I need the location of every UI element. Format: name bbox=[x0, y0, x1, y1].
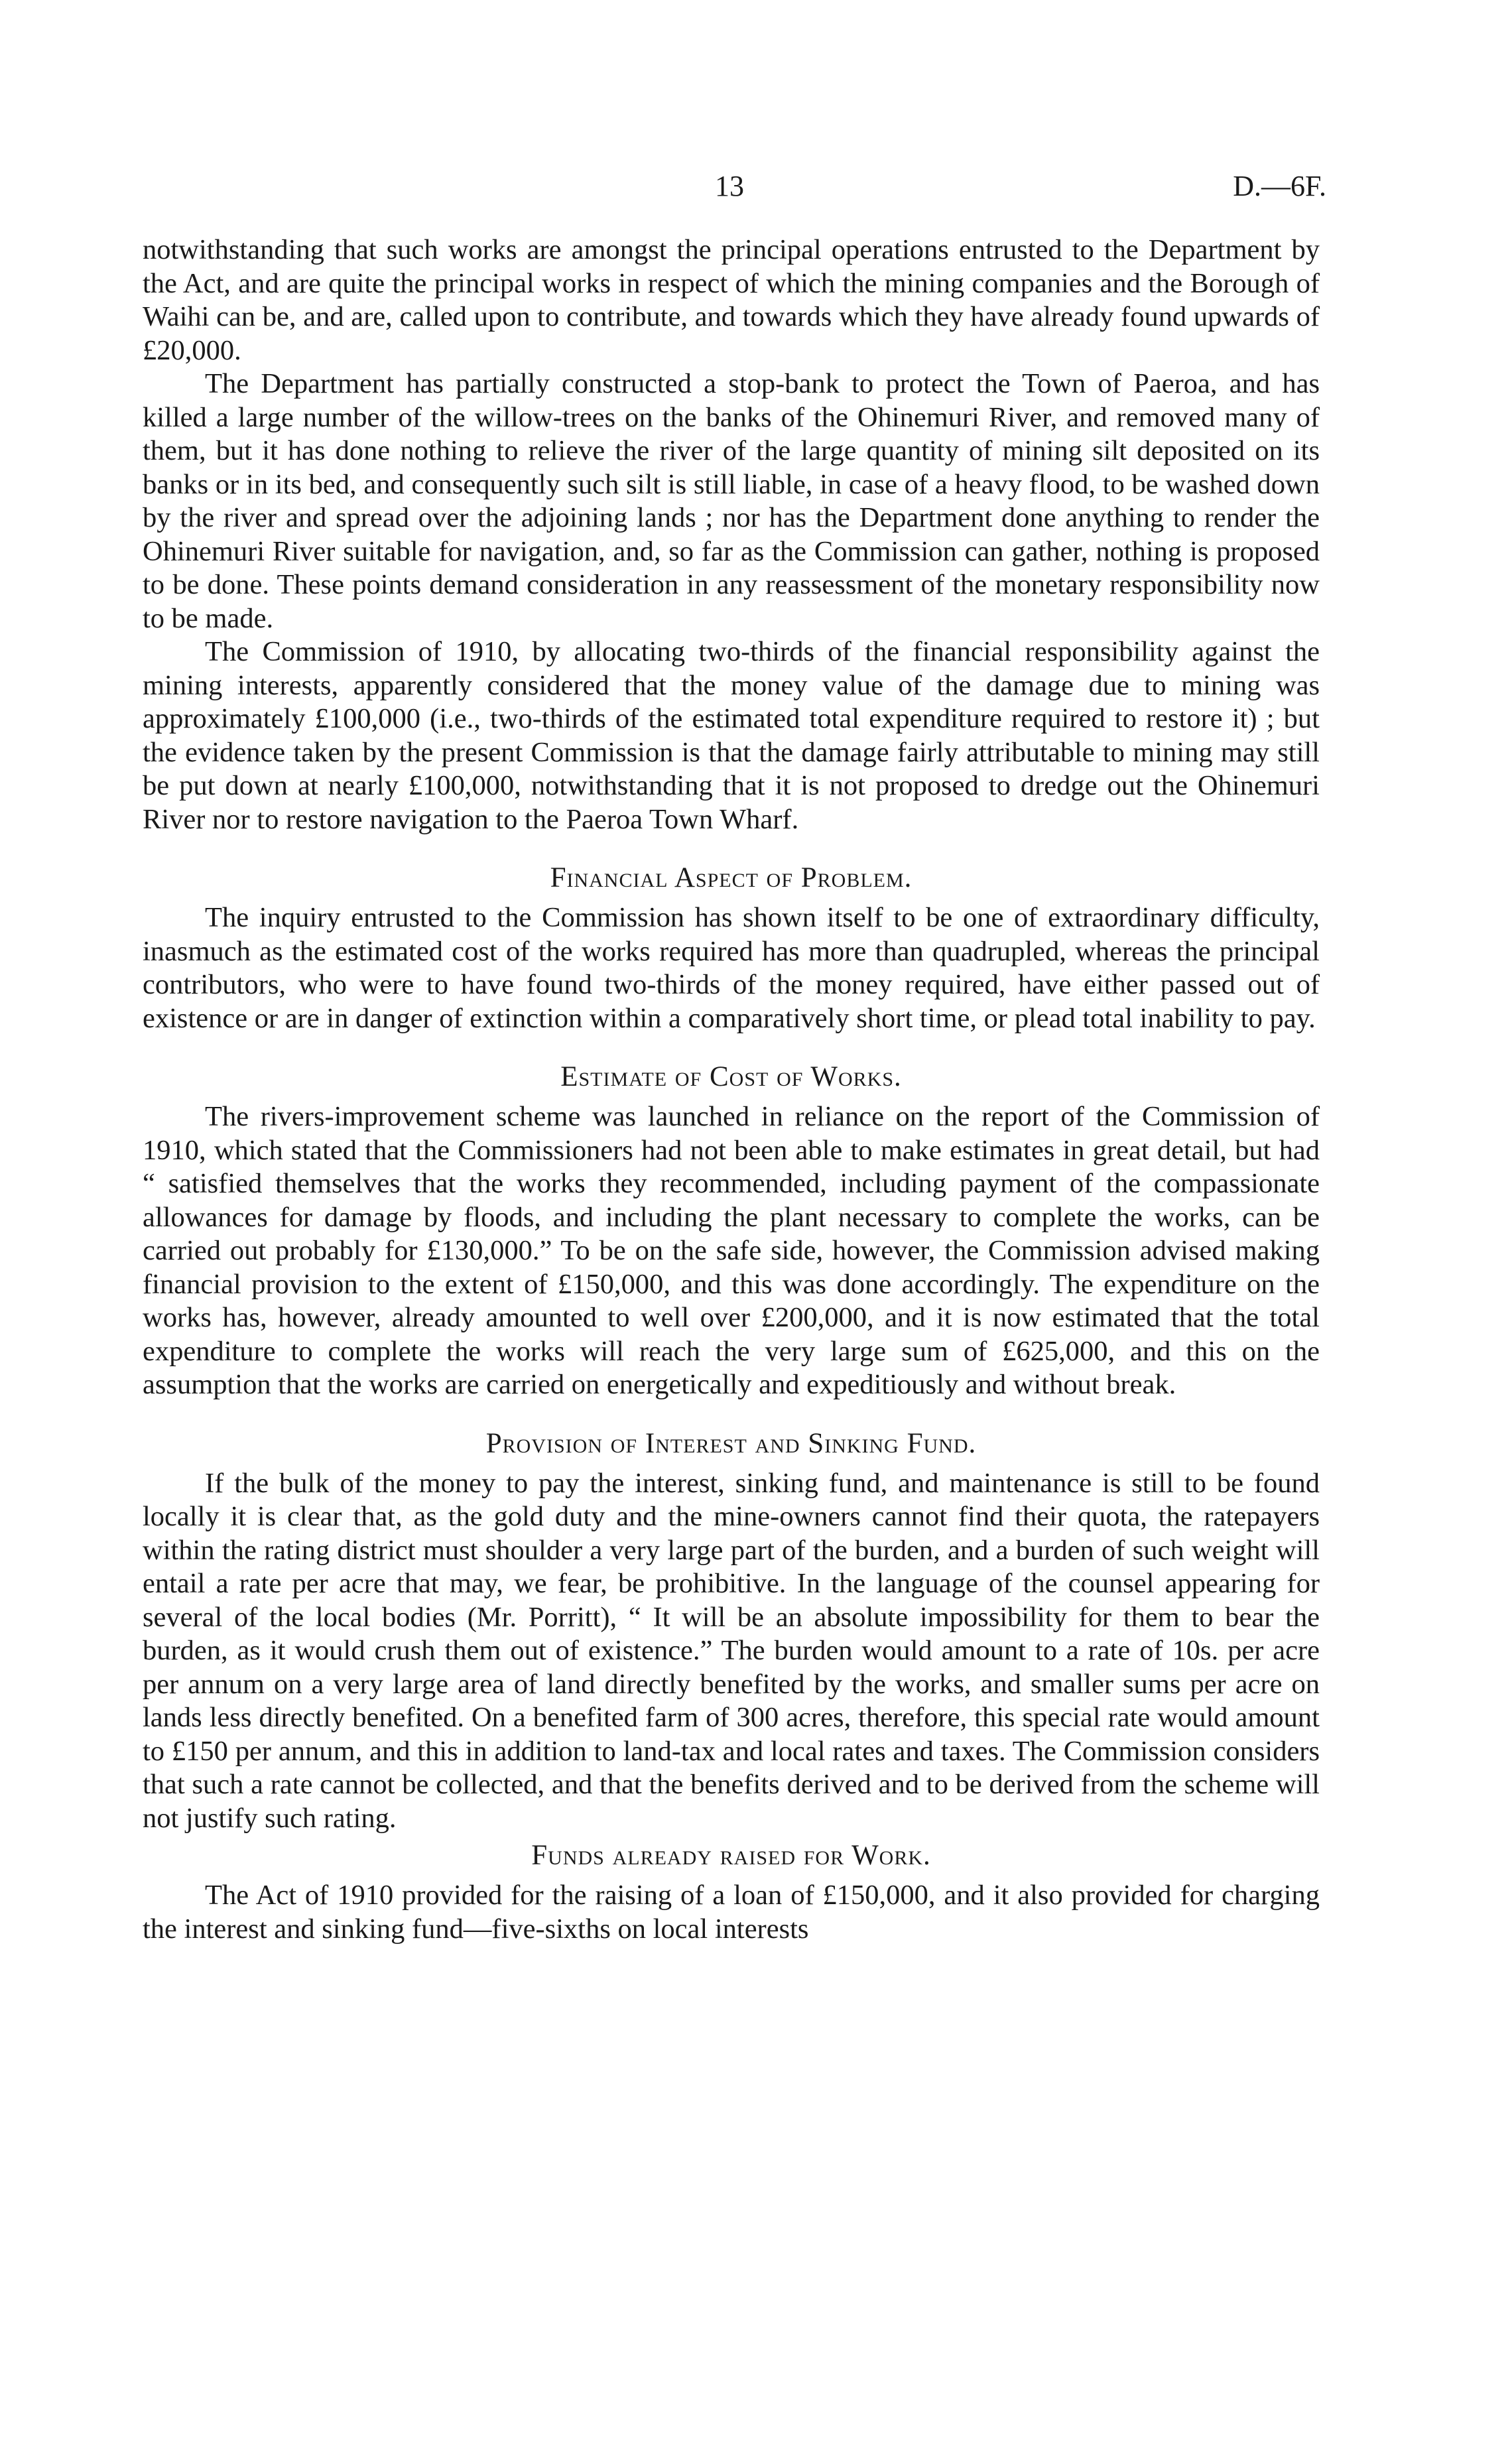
paragraph-commission-1910: The Commission of 1910, by allocating two-thirds of the financial responsibility against the mining interests, apparently considered that the money value of the damage due to mining was approximately £100,000 (i.e., two-thirds of the estimated total expenditure required to restore it) ; but the evidence taken by the present Commission is that the damage fairly attributable to mining may still be put down at nearly £100,000, notwithstanding that it is not proposed to dredge out the Ohinemuri River nor to restore navigation to the Paeroa Town Wharf. bbox=[143, 636, 1320, 835]
heading-financial-aspect: Financial Aspect of Problem. bbox=[550, 862, 913, 893]
paragraph-continuation: notwithstanding that such works are amongst the principal operations entrusted to the Department by the Act, and are quite the principal works in respect of which the mining companies and the Borough of Waihi can be, and are, called upon to contribute, and towards which they have already found upwards of £20,000. bbox=[143, 234, 1320, 366]
heading-funds-raised: Funds already raised for Work. bbox=[531, 1840, 931, 1871]
paragraph-act-1910-loan: The Act of 1910 provided for the raising of a loan of £150,000, and it also provided for charging the interest and sinking fund—five-sixths on local interests bbox=[143, 1880, 1320, 1945]
heading-interest-sinking-fund: Provision of Interest and Sinking Fund. bbox=[485, 1427, 977, 1459]
document-reference: D.—6F. bbox=[1233, 170, 1326, 202]
paragraph-inquiry: The inquiry entrusted to the Commission has shown itself to be one of extraordinary difficulty, inasmuch as the estimated cost of the works required has more than quadrupled, whereas the principal contributors, who were to have found two-thirds of the money required, have either passed out of existence or are in danger of extinction within a comparatively short time, or plead total inability to pay. bbox=[143, 902, 1320, 1034]
heading-estimate-of-cost: Estimate of Cost of Works. bbox=[560, 1061, 902, 1092]
page-number: 13 bbox=[715, 170, 744, 202]
paragraph-stop-bank: The Department has partially constructed a stop-bank to protect the Town of Paeroa, and has killed a large number of the willow-trees on the banks of the Ohinemuri River, and removed many of them, but it has done nothing to relieve the river of the large quantity of mining silt deposited on its banks or in its bed, and consequently such silt is still liable, in case of a heavy flood, to be washed down by the river and spread over the adjoining lands ; nor has the Department done anything to render the Ohinemuri River suitable for navigation, and, so far as the Commission can gather, nothing is proposed to be done. These points demand consideration in any reassessment of the monetary responsibility now to be made. bbox=[143, 368, 1320, 634]
body-text bbox=[143, 233, 1320, 1946]
paragraph-local-burden: If the bulk of the money to pay the interest, sinking fund, and maintenance is still to be found locally it is clear that, as the gold duty and the mine-owners cannot find their quota, the ratepayers within the rating district must shoulder a very large part of the burden, and a burden of such weight will entail a rate per acre that may, we fear, be prohibitive. In the language of the counsel appearing for several of the local bodies (Mr. Porritt), “ It will be an absolute impossibility for them to bear the burden, as it would crush them out of existence.” The burden would amount to a rate of 10s. per acre per annum on a very large area of land directly benefited by the works, and smaller sums per acre on lands less directly benefited. On a benefited farm of 300 acres, therefore, this special rate would amount to £150 per annum, and this in addition to land-tax and local rates and taxes. The Commission considers that such a rate cannot be collected, and that the benefits derived and to be derived from the scheme will not justify such rating. bbox=[143, 1467, 1320, 1834]
paragraph-rivers-improvement: The rivers-improvement scheme was launched in reliance on the report of the Commission of 1910, which stated that the Commissioners had not been able to make estimates in great detail, but had “ satisfied themselves that the works they recommended, including payment of the compassionate allowances for damage by floods, and including the plant necessary to complete the works, can be carried out probably for £130,000.” To be on the safe side, however, the Commission advised making financial provision to the extent of £150,000, and this was done accordingly. The expenditure on the works has, however, already amounted to well over £200,000, and it is now estimated that the total expenditure to complete the works will reach the very large sum of £625,000, and this on the assumption that the works are carried on energetically and expeditiously and without break. bbox=[143, 1101, 1320, 1400]
